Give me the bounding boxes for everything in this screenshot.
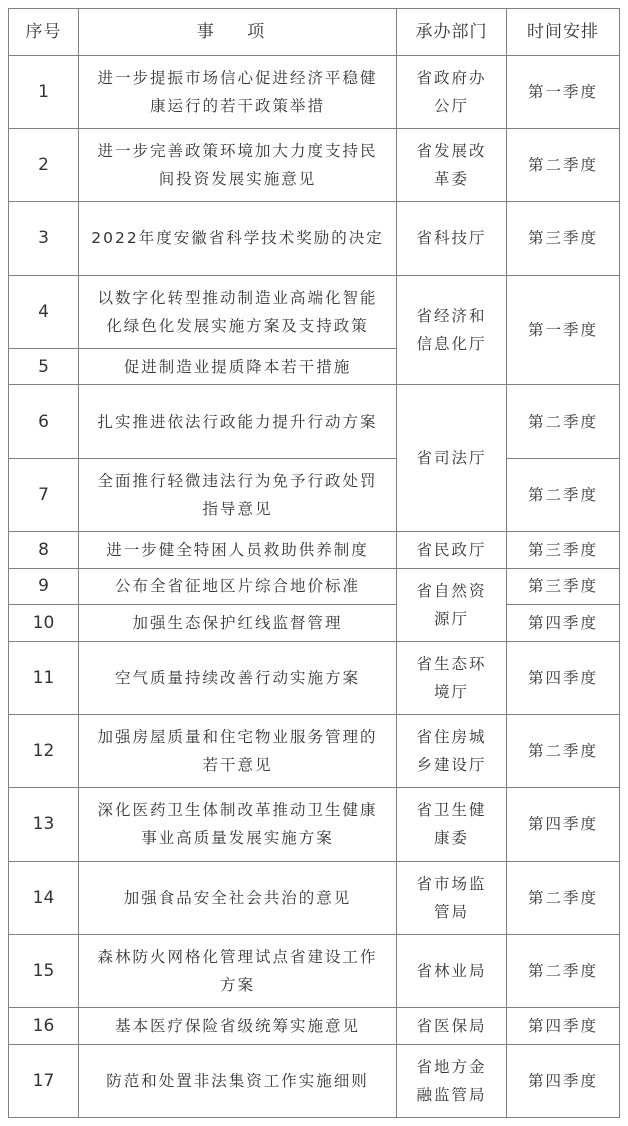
row-item: 基本医疗保险省级统筹实施意见 xyxy=(79,1008,397,1045)
row-item: 进一步健全特困人员救助供养制度 xyxy=(79,531,397,568)
table-row xyxy=(9,1044,620,1117)
row-item: 扎实推进依法行政能力提升行动方案 xyxy=(79,385,397,458)
row-dept: 省林业局 xyxy=(397,934,507,1007)
row-dept: 省政府办公厅 xyxy=(397,55,507,128)
header-dept: 承办部门 xyxy=(397,9,507,56)
row-num: 5 xyxy=(9,348,79,385)
row-dept: 省住房城乡建设厅 xyxy=(397,715,507,788)
table-row xyxy=(9,861,620,934)
row-num: 16 xyxy=(9,1008,79,1045)
row-num: 7 xyxy=(9,458,79,531)
row-num: 10 xyxy=(9,605,79,642)
header-row xyxy=(9,9,620,56)
row-item: 全面推行轻微违法行为免予行政处罚指导意见 xyxy=(79,458,397,531)
row-item: 防范和处置非法集资工作实施细则 xyxy=(79,1044,397,1117)
row-time: 第二季度 xyxy=(507,715,620,788)
row-dept: 省自然资源厅 xyxy=(397,568,507,641)
row-time: 第四季度 xyxy=(507,641,620,714)
row-num: 8 xyxy=(9,531,79,568)
row-num: 12 xyxy=(9,715,79,788)
row-item: 促进制造业提质降本若干措施 xyxy=(79,348,397,385)
table-row xyxy=(9,934,620,1007)
table-row xyxy=(9,1008,620,1045)
table-row xyxy=(9,55,620,128)
table-row xyxy=(9,202,620,275)
row-dept: 省市场监管局 xyxy=(397,861,507,934)
row-time: 第一季度 xyxy=(507,275,620,385)
row-num: 9 xyxy=(9,568,79,605)
row-dept: 省卫生健康委 xyxy=(397,788,507,861)
table-row xyxy=(9,641,620,714)
row-item: 森林防火网格化管理试点省建设工作方案 xyxy=(79,934,397,1007)
row-time: 第三季度 xyxy=(507,202,620,275)
table-row xyxy=(9,275,620,348)
row-dept: 省生态环境厅 xyxy=(397,641,507,714)
row-item: 加强生态保护红线监督管理 xyxy=(79,605,397,642)
row-num: 4 xyxy=(9,275,79,348)
row-dept: 省科技厅 xyxy=(397,202,507,275)
row-dept: 省地方金融监管局 xyxy=(397,1044,507,1117)
row-dept: 省民政厅 xyxy=(397,531,507,568)
row-num: 11 xyxy=(9,641,79,714)
header-num: 序号 xyxy=(9,9,79,56)
row-time: 第二季度 xyxy=(507,129,620,202)
row-num: 15 xyxy=(9,934,79,1007)
table-row xyxy=(9,129,620,202)
table-row xyxy=(9,385,620,458)
row-time: 第二季度 xyxy=(507,385,620,458)
row-item: 2022年度安徽省科学技术奖励的决定 xyxy=(79,202,397,275)
table-row xyxy=(9,568,620,605)
row-num: 3 xyxy=(9,202,79,275)
row-num: 13 xyxy=(9,788,79,861)
row-time: 第四季度 xyxy=(507,1044,620,1117)
table-row xyxy=(9,788,620,861)
row-time: 第四季度 xyxy=(507,605,620,642)
row-item: 加强食品安全社会共治的意见 xyxy=(79,861,397,934)
row-item: 公布全省征地区片综合地价标准 xyxy=(79,568,397,605)
row-item: 空气质量持续改善行动实施方案 xyxy=(79,641,397,714)
row-time: 第四季度 xyxy=(507,1008,620,1045)
row-time: 第二季度 xyxy=(507,934,620,1007)
header-item: 事 项 xyxy=(79,9,397,56)
row-dept: 省司法厅 xyxy=(397,385,507,532)
table-row xyxy=(9,605,620,642)
row-num: 17 xyxy=(9,1044,79,1117)
row-dept: 省经济和信息化厅 xyxy=(397,275,507,385)
row-item: 进一步完善政策环境加大力度支持民间投资发展实施意见 xyxy=(79,129,397,202)
row-num: 6 xyxy=(9,385,79,458)
row-dept: 省发展改革委 xyxy=(397,129,507,202)
table-row xyxy=(9,458,620,531)
table-row xyxy=(9,715,620,788)
row-time: 第二季度 xyxy=(507,861,620,934)
row-num: 14 xyxy=(9,861,79,934)
row-time: 第二季度 xyxy=(507,458,620,531)
row-time: 第三季度 xyxy=(507,531,620,568)
row-time: 第一季度 xyxy=(507,55,620,128)
header-time: 时间安排 xyxy=(507,9,620,56)
row-item: 进一步提振市场信心促进经济平稳健康运行的若干政策举措 xyxy=(79,55,397,128)
work-plan-table xyxy=(8,8,620,1118)
row-dept: 省医保局 xyxy=(397,1008,507,1045)
table-row xyxy=(9,531,620,568)
row-time: 第四季度 xyxy=(507,788,620,861)
row-num: 2 xyxy=(9,129,79,202)
row-item: 加强房屋质量和住宅物业服务管理的若干意见 xyxy=(79,715,397,788)
row-num: 1 xyxy=(9,55,79,128)
row-item: 以数字化转型推动制造业高端化智能化绿色化发展实施方案及支持政策 xyxy=(79,275,397,348)
row-time: 第三季度 xyxy=(507,568,620,605)
row-item: 深化医药卫生体制改革推动卫生健康事业高质量发展实施方案 xyxy=(79,788,397,861)
